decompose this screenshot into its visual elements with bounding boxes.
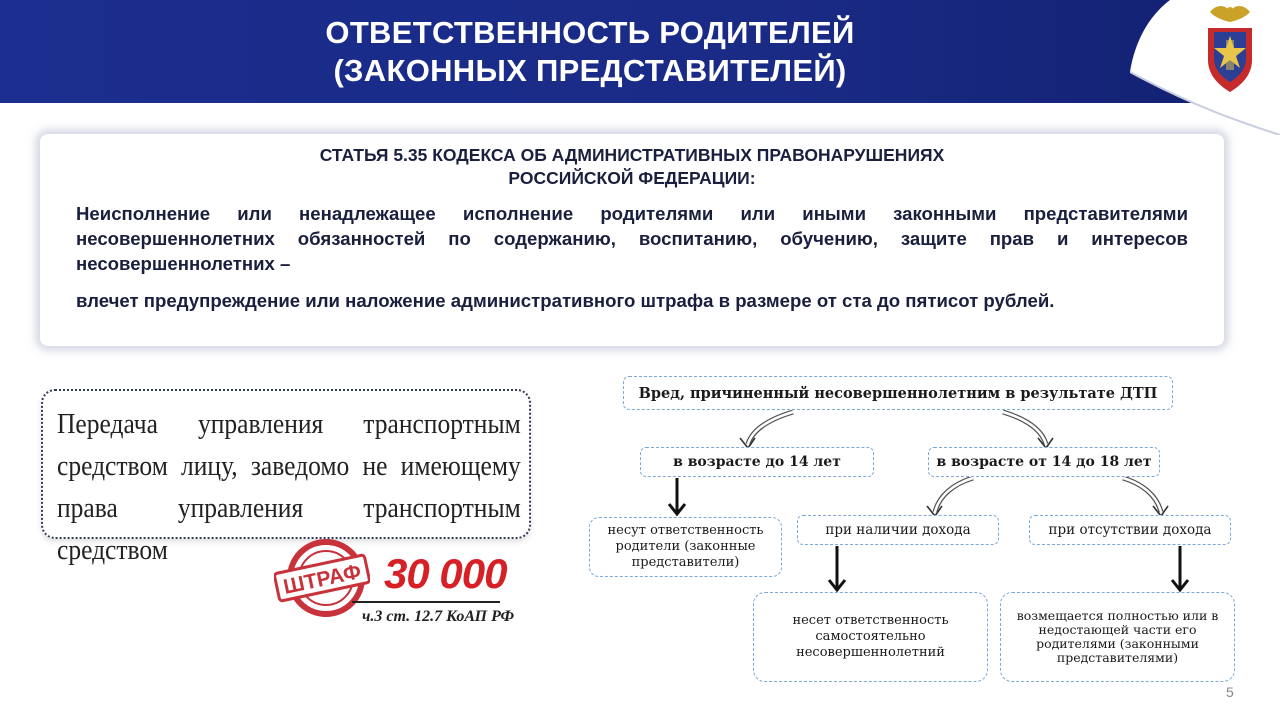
fine-stamp-icon [274, 538, 370, 618]
header-banner [0, 0, 1280, 103]
liability-diagram [583, 360, 1248, 690]
diagram-income-node: при наличии дохода [797, 515, 999, 545]
arrow-14to18-noincome [1123, 478, 1161, 512]
fine-amount: 30 000 [384, 550, 507, 597]
diagram-noincome-node: при отсутствии дохода [1029, 515, 1231, 545]
page-number: 5 [1226, 684, 1234, 700]
diagram-14to18-node: в возрасте от 14 до 18 лет [928, 447, 1160, 477]
diagram-compensation-node: возмещается полностью или в недостающей части его родителями (законными представителями) [1000, 592, 1235, 682]
offense-box [41, 389, 531, 566]
offense-text: Передача управления транспортным средством лицу, заведомо не имеющему права управления транспортным средством [57, 408, 521, 566]
article-heading [40, 144, 1224, 190]
diagram-parents-node: несут ответственность родители (законные представители) [589, 517, 782, 577]
title-line-1: ОТВЕТСТВЕННОСТЬ РОДИТЕЛЕЙ [325, 15, 855, 50]
fine-reference: ч.3 ст. 12.7 КоАП РФ [362, 608, 515, 625]
diagram-under14-node: в возрасте до 14 лет [640, 447, 874, 477]
fine-stamp-text: ШТРАФ [281, 560, 364, 599]
article-heading-line-2: РОССИЙСКОЙ ФЕДЕРАЦИИ: [508, 168, 756, 188]
title-line-2: (ЗАКОННЫХ ПРЕДСТАВИТЕЛЕЙ) [333, 53, 847, 88]
article-paragraph-2: влечет предупреждение или наложение административного штрафа в размере от ста до пятисот рублей. [76, 290, 1055, 311]
diagram-root-node: Вред, причиненный несовершеннолетним в результате ДТП [623, 376, 1173, 410]
police-emblem-corner [1130, 0, 1280, 135]
article-heading-line-1: СТАТЬЯ 5.35 КОДЕКСА ОБ АДМИНИСТРАТИВНЫХ ПРАВОНАРУШЕНИЯХ [319, 145, 945, 165]
diagram-minor-node: несет ответственность самостоятельно несовершеннолетний [753, 592, 988, 682]
page-title [190, 14, 990, 90]
article-card [40, 134, 1224, 346]
fine-divider [352, 601, 500, 603]
arrow-income-minor [829, 546, 845, 590]
arrow-under14-parents [669, 478, 685, 514]
article-paragraph-1: Неисполнение или ненадлежащее исполнение родителями или иными законными представителями несовершеннолетних обязанностей по содержанию, воспитанию, обучению, защите прав и интересов несовершеннолетних – [76, 203, 1188, 274]
arrow-noincome-rest [1172, 546, 1188, 590]
